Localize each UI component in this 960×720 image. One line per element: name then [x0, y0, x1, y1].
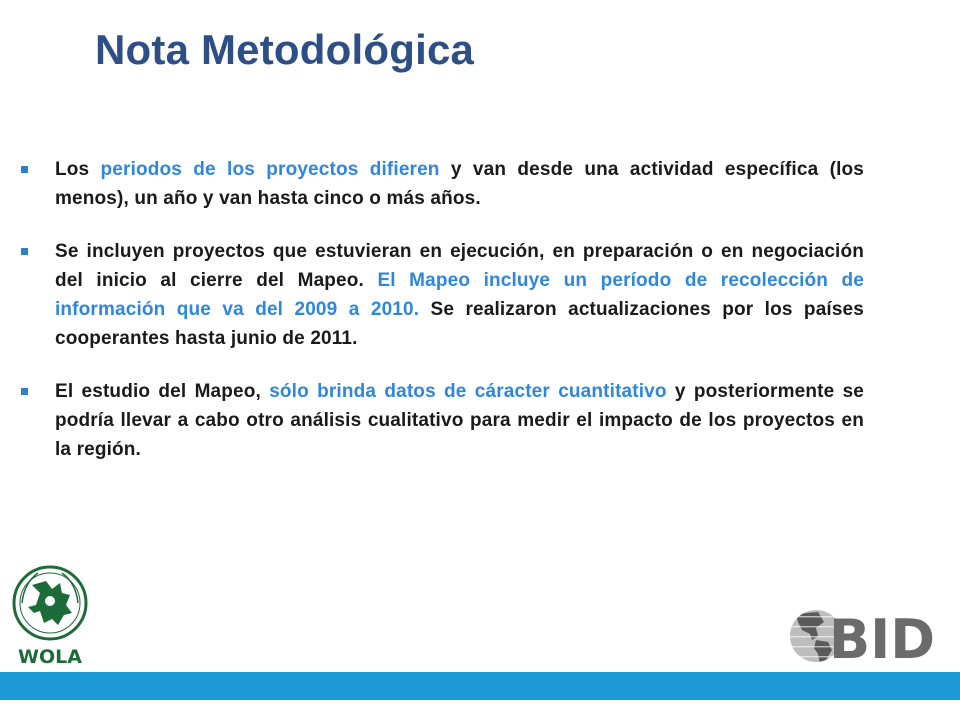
bullet-highlight: El Mapeo incluye un período de recolección de información que va del 2009 a 2010. [55, 270, 864, 320]
bullet-item [21, 237, 864, 353]
bullet-text: El estudio del Mapeo, [55, 381, 270, 402]
square-bullet-icon [21, 166, 28, 173]
slide-title: Nota Metodológica [95, 26, 475, 73]
bid-logo [788, 606, 938, 666]
footer-bar [0, 672, 960, 700]
bid-wordmark: BID [828, 608, 936, 666]
bid-globe-icon [788, 606, 938, 666]
bullet-text: Los [55, 159, 101, 180]
bullet-text: Se incluyen proyectos que estuvieran en ejecución, en preparación o en negociación del inicio al cierre del Mapeo. [55, 241, 864, 291]
bullet-item [21, 377, 864, 464]
square-bullet-icon [21, 388, 28, 395]
square-bullet-icon [21, 248, 28, 255]
bullet-list [21, 155, 864, 488]
bullet-text: y van desde una actividad específica (los menos), un año y van hasta cinco o más años. [55, 159, 864, 209]
bullet-text: Se realizaron actualizaciones por los países cooperantes hasta junio de 2011. [55, 299, 864, 349]
bullet-highlight: periodos de los proyectos difieren [100, 159, 440, 180]
bullet-item [21, 155, 864, 213]
bullet-highlight: sólo brinda datos de cáracter cuantitativo [269, 381, 667, 402]
wola-logo [8, 563, 92, 673]
wola-seal-icon [8, 563, 92, 673]
wola-wordmark: WOLA [18, 646, 82, 668]
bullet-text: y posteriormente se podría llevar a cabo otro análisis cualitativo para medir el impacto de los proyectos en la región. [55, 381, 865, 460]
